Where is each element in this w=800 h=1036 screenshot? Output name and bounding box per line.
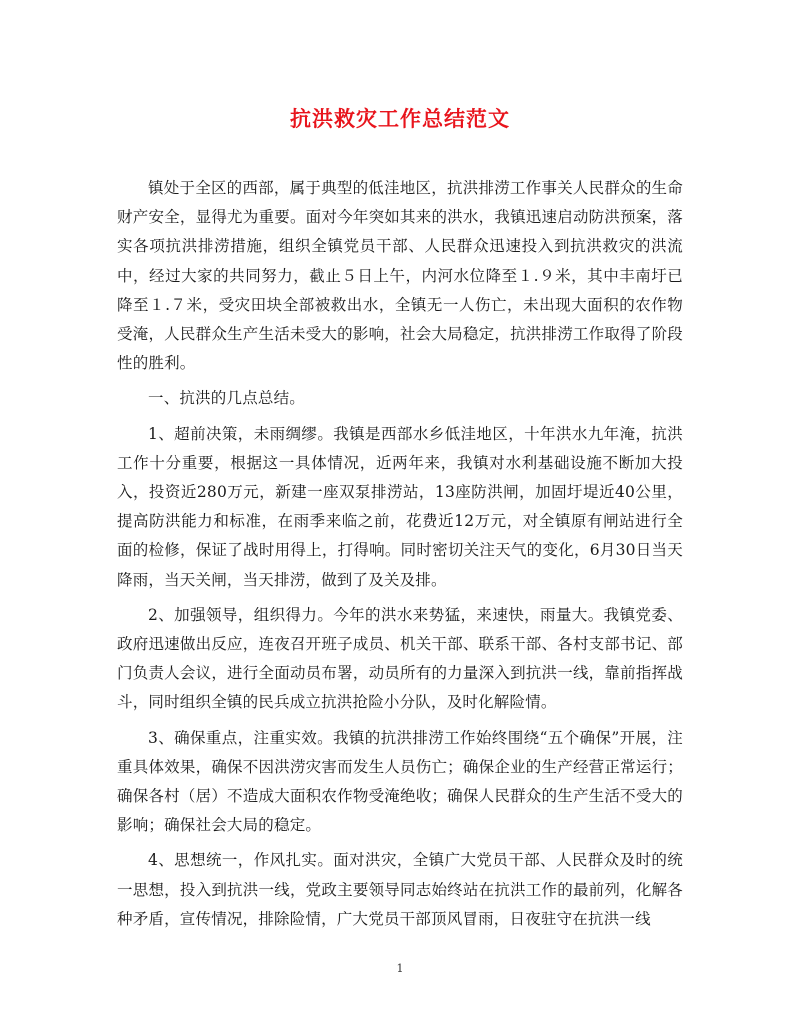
section-heading: 一、抗洪的几点总结。 — [148, 389, 306, 408]
point-3-paragraph: 3、确保重点，注重实效。我镇的抗洪排涝工作始终围绕“五个确保”开展，注重具体效果，确保不因洪涝灾害而发生人员伤亡；确保企业的生产经营正常运行；确保各村（居）不造成大面积农作物受淹绝收；确保人民群众的生产生活不受大的影响；确保社会大局的稳定。 — [117, 728, 683, 835]
document-title: 抗洪救灾工作总结范文 — [290, 106, 510, 131]
page-number: 1 — [396, 962, 404, 975]
point-4-paragraph: 4、思想统一，作风扎实。面对洪灾，全镇广大党员干部、人民群众及时的统一思想，投入到抗洪一线，党政主要领导同志始终站在抗洪工作的最前列，化解各种矛盾，宣传情况，排除险情，广大党员干部顶风冒雨，日夜驻守在抗洪一线 — [117, 851, 683, 928]
point-1-paragraph: 1、超前决策，未雨绸缪。我镇是西部水乡低洼地区，十年洪水九年淹，抗洪工作十分重要，根据这一具体情况，近两年来，我镇对水利基础设施不断加大投入，投资近280万元，新建一座双泵排涝站，13座防洪闸，加固圩堤近40公里，提高防洪能力和标准，在雨季来临之前，花费近12万元，对全镇原有闸站进行全面的检修，保证了战时用得上，打得响。同时密切关注天气的变化，6月30日当天降雨，当天关闸，当天排涝，做到了及关及排。 — [117, 424, 683, 589]
document-body — [117, 174, 683, 934]
point-2-paragraph: 2、加强领导，组织得力。今年的洪水来势猛，来速快，雨量大。我镇党委、政府迅速做出反应，连夜召开班子成员、机关干部、联系干部、各村支部书记、部门负责人会议，进行全面动员布署，动员所有的力量深入到抗洪一线，靠前指挥战斗，同时组织全镇的民兵成立抗洪抢险小分队，及时化解险情。 — [117, 605, 683, 712]
intro-paragraph: 镇处于全区的西部，属于典型的低洼地区，抗洪排涝工作事关人民群众的生命财产安全，显得尤为重要。面对今年突如其来的洪水，我镇迅速启动防洪预案，落实各项抗洪排涝措施，组织全镇党员干部、人民群众迅速投入到抗洪救灾的洪流中，经过大家的共同努力，截止５日上午，内河水位降至１.９米，其中丰南圩已降至１.７米，受灾田块全部被救出水，全镇无一人伤亡，未出现大面积的农作物受淹，人民群众生产生活未受大的影响，社会大局稳定，抗洪排涝工作取得了阶段性的胜利。 — [117, 179, 683, 373]
